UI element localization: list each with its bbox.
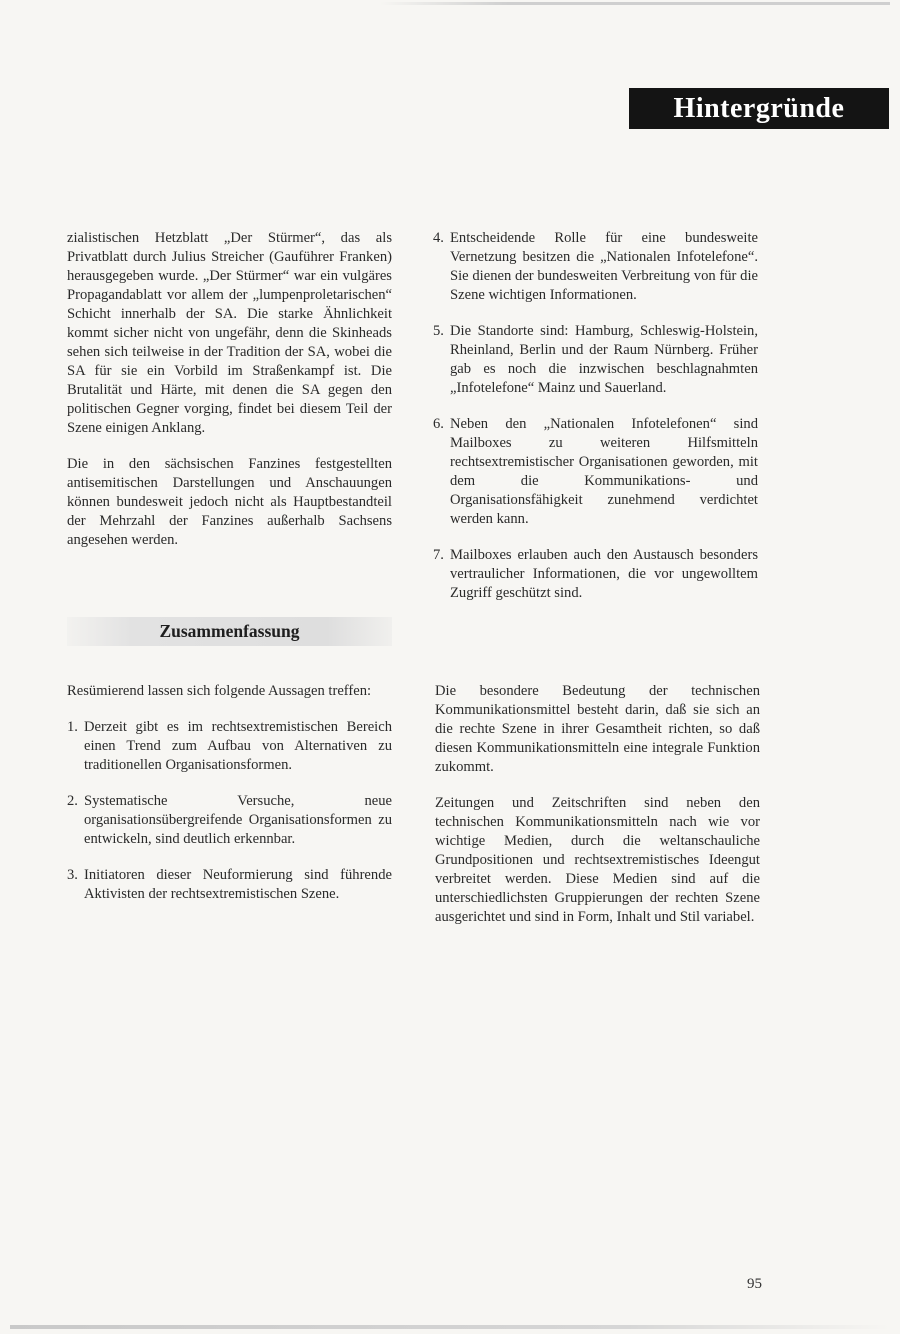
list-item (67, 866, 392, 904)
page-number: 95 (747, 1276, 762, 1292)
item-number: 7. (433, 547, 444, 563)
item-number: 4. (433, 230, 444, 246)
item-text: Mailboxes erlauben auch den Austausch besonders vertraulicher Informationen, die vor ungewolltem Zugriff geschützt sind. (450, 547, 758, 601)
item-text: Initiatoren dieser Neuformierung sind führende Aktivisten der rechtsextremistischen Szene. (84, 867, 392, 902)
item-text: Entscheidende Rolle für eine bundesweite Vernetzung besitzen die „Nationalen Infotelefone“. Sie dienen der bundesweiten Verbreitung von für die Szene wichtigen Informationen. (450, 230, 758, 303)
paragraph: Zeitungen und Zeitschriften sind neben den technischen Kommunikationsmitteln nach wie vor wichtige Medien, durch die weltanschauliche Grundpositionen und rechtsextremistisches Ideengut verbreitet werden. Diese Medien sind auf die unterschiedlichsten Gruppierungen der rechten Szene ausgerichtet und sind in Form, Inhalt und Stil variabel. (435, 795, 760, 925)
item-number: 3. (67, 867, 78, 883)
list-item (433, 546, 758, 603)
left-column-bottom (67, 682, 392, 904)
section-header (629, 88, 889, 129)
item-number: 2. (67, 793, 78, 809)
paragraph: Die besondere Bedeutung der technischen Kommunikationsmittel besteht darin, daß sie sich an die rechte Szene in ihrer Gesamtheit richten, so daß diesen Kommunikationsmitteln eine integrale Funktion zukommt. (435, 683, 760, 775)
list-item (433, 229, 758, 305)
paragraph: Die in den sächsischen Fanzines festgestellten antisemitischen Darstellungen und Anschauungen können bundesweit jedoch nicht als Hauptbestandteil der Mehrzahl der Fanzines außerhalb Sachsens angesehen werden. (67, 456, 392, 548)
item-text: Neben den „Nationalen Infotelefonen“ sind Mailboxes zu weiteren Hilfsmitteln rechtsextremistischer Organisationen geworden, mit dem die Kommunikations- und Organisationsfähigkeit zunehmend verdichtet werden kann. (450, 416, 758, 527)
right-column-bottom (435, 682, 760, 927)
list-item (67, 718, 392, 775)
paragraph: zialistischen Hetzblatt „Der Stürmer“, das als Privatblatt durch Julius Streicher (Gauführer Franken) herausgegeben wurde. „Der Stürmer“ war ein vulgäres Propagandablatt vor allem der „lumpenproletarischen“ Schicht innerhalb der SA. Die starke Ähnlichkeit kommt sicher nicht von ungefähr, denn die Skinheads sehen sich teilweise in der Tradition der SA, wobei die SA für sie ein Vorbild im Straßenkampf ist. Die Brutalität und Härte, mit denen die SA gegen den politischen Gegner vorging, findet bei diesem Teil der Szene einigen Anklang. (67, 230, 392, 436)
list-item (433, 322, 758, 398)
item-number: 5. (433, 323, 444, 339)
left-column-top (67, 229, 392, 550)
item-number: 6. (433, 416, 444, 432)
summary-intro: Resümierend lassen sich folgende Aussagen treffen: (67, 683, 372, 699)
right-column-top (433, 229, 758, 603)
section-title: Hintergründe (673, 92, 845, 124)
section-heading-text: Zusammenfassung (159, 621, 300, 641)
list-item (67, 792, 392, 849)
item-text: Die Standorte sind: Hamburg, Schleswig-Holstein, Rheinland, Berlin und der Raum Nürnberg. Früher gab es noch die inzwischen beschlagnahmten „Infotelefone“ Mainz und Sauerland. (450, 323, 758, 396)
section-heading-summary (67, 617, 392, 646)
item-number: 1. (67, 719, 78, 735)
bottom-rule (10, 1325, 890, 1329)
item-text: Systematische Versuche, neue organisationsübergreifende Organisationsformen zu entwickeln, sind deutlich erkennbar. (84, 793, 392, 847)
list-item (433, 415, 758, 529)
item-text: Derzeit gibt es im rechtsextremistischen Bereich einen Trend zum Aufbau von Alternativen zu traditionellen Organisationsformen. (84, 719, 392, 773)
top-rule (380, 2, 890, 5)
